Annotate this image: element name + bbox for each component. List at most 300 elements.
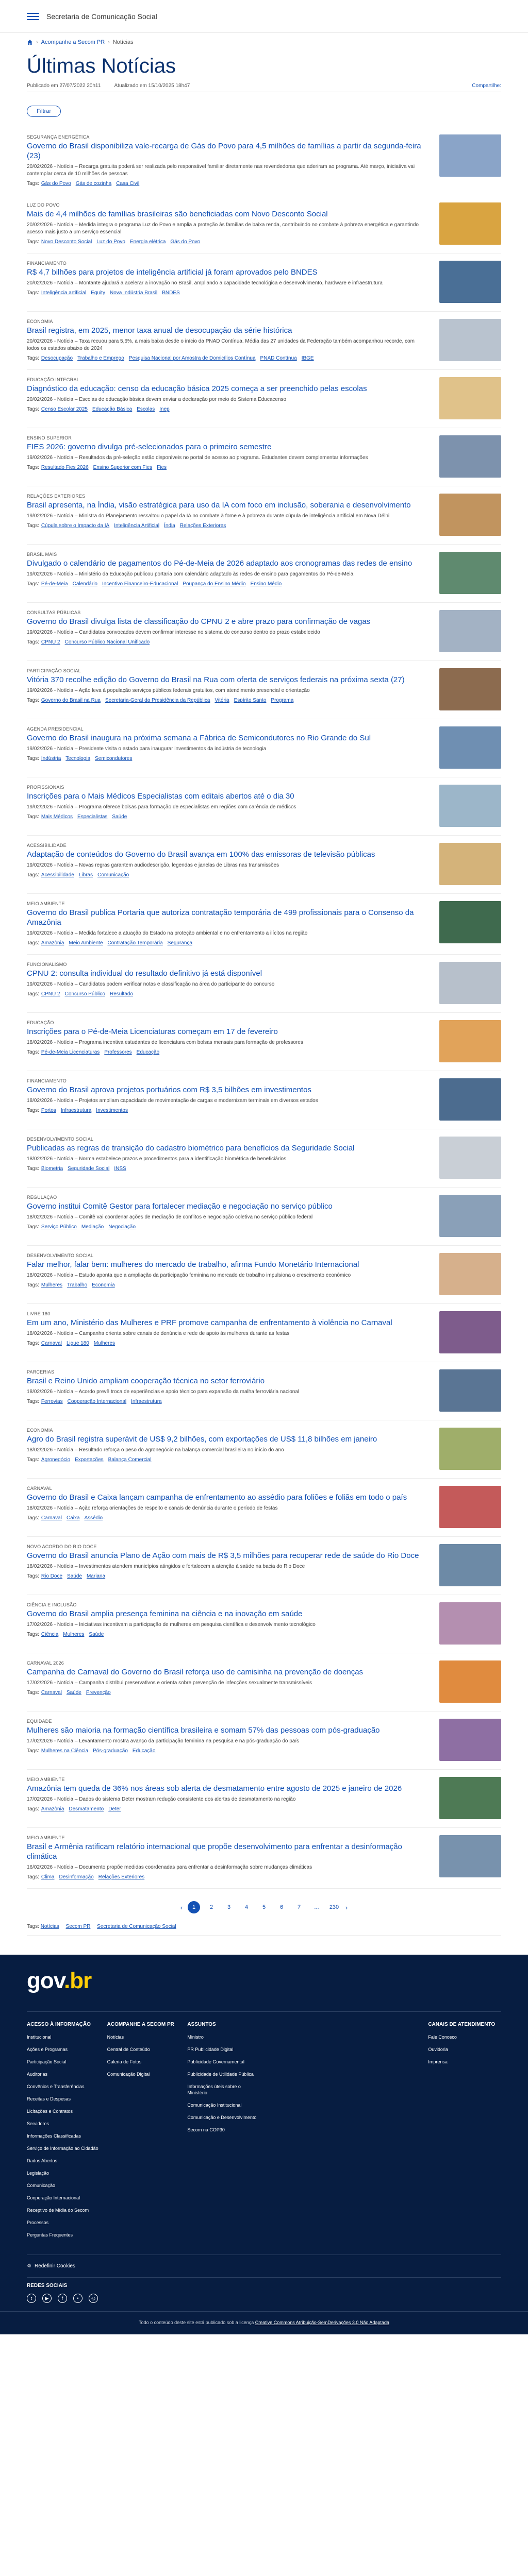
tags-label: Tags:: [27, 1806, 39, 1812]
news-summary: Escolas de educação básica devem enviar a declaração por meio do Sistema Educacenso: [79, 397, 287, 402]
news-title-link[interactable]: Governo do Brasil anuncia Plano de Ação com mais de R$ 3,5 milhões para recuperar rede de saúde do Rio Doce: [27, 1551, 419, 1560]
news-tag-link[interactable]: Desmatamento: [69, 1806, 104, 1812]
news-tag-link[interactable]: Libras: [78, 872, 93, 878]
news-title-link[interactable]: Governo do Brasil aprova projetos portuários com R$ 3,5 bilhões em investimentos: [27, 1086, 311, 1094]
footer-link[interactable]: Publicidade de Utilidade Pública: [187, 2072, 254, 2077]
footer-column: [428, 2021, 501, 2244]
news-tag-link[interactable]: Cooperação Internacional: [67, 1399, 127, 1404]
news-subtitle: CARNAVAL 2026: [27, 1660, 64, 1666]
flickr-icon[interactable]: •: [73, 2294, 82, 2303]
news-tag-link[interactable]: Trabalho e Emprego: [77, 355, 124, 361]
news-subtitle: PARTICIPAÇÃO SOCIAL: [27, 668, 81, 673]
news-title-link[interactable]: Vitória 370 recolhe edição do Governo do Brasil na Rua com oferta de serviços federais na próxima sexta (27): [27, 675, 405, 684]
news-tag-link[interactable]: BNDES: [162, 290, 180, 296]
news-tag-link[interactable]: Balança Comercial: [108, 1457, 152, 1463]
news-tag-link[interactable]: Meio Ambiente: [69, 940, 103, 946]
news-tag-link[interactable]: Pé-de-Meia: [41, 581, 68, 587]
news-tags: [27, 1282, 428, 1288]
news-thumbnail[interactable]: [439, 668, 501, 710]
news-title-link[interactable]: Divulgado o calendário de pagamentos do Pé-de-Meia de 2026 adaptado aos cronogramas das redes de ensino: [27, 559, 412, 568]
news-tag-link[interactable]: Contratação Temporária: [107, 940, 163, 946]
news-subtitle: CONSULTAS PÚBLICAS: [27, 610, 81, 615]
footer-link[interactable]: Informações Classificadas: [27, 2133, 81, 2139]
news-title-link[interactable]: Governo institui Comitê Gestor para fortalecer mediação e negociação no serviço público: [27, 1202, 333, 1211]
news-tag-link[interactable]: Amazônia: [41, 940, 64, 946]
news-tag-link[interactable]: Semicondutores: [95, 756, 133, 761]
page-number[interactable]: 2: [209, 1904, 213, 1910]
news-tag-link[interactable]: Novo Desconto Social: [41, 239, 92, 245]
news-tag-link[interactable]: Pesquisa Nacional por Amostra de Domicílios Contínua: [128, 355, 256, 361]
news-title-link[interactable]: Governo do Brasil inaugura na próxima semana a Fábrica de Semicondutores no Rio Grande do Sul: [27, 734, 371, 742]
news-subtitle: REGULAÇÃO: [27, 1195, 57, 1200]
news-tag-link[interactable]: Luz do Povo: [96, 239, 125, 245]
news-title-link[interactable]: Campanha de Carnaval do Governo do Brasil reforça uso de camisinha na prevenção de doenças: [27, 1668, 364, 1676]
news-tag-link[interactable]: Energia elétrica: [129, 239, 166, 245]
footer-link[interactable]: Licitações e Contratos: [27, 2109, 73, 2114]
news-tag-link[interactable]: Desocupação: [41, 355, 73, 361]
news-item: [27, 1828, 501, 1889]
news-tag-link[interactable]: Casa Civil: [116, 181, 140, 187]
news-title-link[interactable]: Mulheres são maioria na formação científica brasileira e somam 57% das pessoas com pós-graduação: [27, 1726, 380, 1735]
news-date: 18/02/2026 - Notícia: [27, 1389, 74, 1395]
news-tag-link[interactable]: Tecnologia: [65, 756, 91, 761]
news-title-link[interactable]: Adaptação de conteúdos do Governo do Brasil avança em 100% das emissoras de televisão públicas: [27, 850, 375, 859]
news-thumbnail[interactable]: [439, 1835, 501, 1877]
news-item: [27, 1537, 501, 1595]
news-text: [27, 134, 428, 187]
news-tag-link[interactable]: Secretaria-Geral da Presidência da República: [105, 698, 210, 703]
youtube-icon[interactable]: ▶: [42, 2294, 52, 2303]
news-description: 18/02/2026 - Notícia – Estudo aponta que a ampliação da participação feminina no mercado de trabalho impulsiona o crescimento econômico: [27, 1273, 351, 1278]
tags-label: Tags:: [27, 290, 39, 296]
news-tag-link[interactable]: Carnaval: [41, 1690, 62, 1696]
news-tag-link[interactable]: Cúpula sobre o Impacto da IA: [41, 523, 110, 529]
social-section: [27, 2277, 501, 2311]
news-thumbnail[interactable]: [439, 726, 501, 769]
news-tag-link[interactable]: Mulheres na Ciência: [41, 1748, 89, 1754]
news-thumbnail[interactable]: [439, 1078, 501, 1121]
footer-link[interactable]: Central de Conteúdo: [107, 2047, 150, 2052]
footer-link[interactable]: Ministro: [187, 2035, 204, 2040]
tag-link[interactable]: Notícias: [40, 1924, 59, 1929]
news-tag-link[interactable]: Incentivo Financeiro-Educacional: [102, 581, 178, 587]
news-thumbnail[interactable]: [439, 1544, 501, 1586]
news-tag-link[interactable]: Poupança do Ensino Médio: [183, 581, 246, 587]
footer-link[interactable]: Participação Social: [27, 2059, 67, 2064]
news-tag-link[interactable]: Ferrovias: [41, 1399, 63, 1404]
news-tag-link[interactable]: Seguridade Social: [68, 1166, 110, 1172]
news-subtitle: LIVRE 180: [27, 1311, 51, 1316]
footer-link[interactable]: Receptivo de Mídia do Secom: [27, 2208, 89, 2213]
menu-icon[interactable]: [27, 10, 39, 23]
news-thumbnail[interactable]: [439, 901, 501, 943]
news-thumbnail[interactable]: [439, 1777, 501, 1819]
news-date: 18/02/2026 - Notícia: [27, 1040, 74, 1045]
news-tag-link[interactable]: Economia: [92, 1282, 115, 1288]
news-summary: Investimentos atendem municípios atingidos e fortalecem a atenção à saúde na bacia do Rio Doce: [79, 1564, 305, 1569]
news-text: [27, 901, 428, 946]
footer-link[interactable]: Galeria de Fotos: [107, 2059, 142, 2064]
news-item: [27, 1304, 501, 1362]
news-title-link[interactable]: Inscrições para o Pé-de-Meia Licenciaturas começam em 17 de fevereiro: [27, 1027, 278, 1036]
news-text: [27, 261, 428, 303]
news-thumbnail[interactable]: [439, 962, 501, 1004]
news-date: 18/02/2026 - Notícia: [27, 1273, 74, 1278]
news-thumbnail[interactable]: [439, 435, 501, 478]
news-summary: Comitê vai coordenar ações de mediação de conflitos e negociação coletiva no serviço público federal: [79, 1214, 313, 1220]
news-tag-link[interactable]: Segurança: [167, 940, 193, 946]
page-number[interactable]: 4: [244, 1904, 249, 1910]
news-summary: Norma estabelece prazos e procedimentos para a identificação biométrica de beneficiários: [79, 1156, 287, 1162]
site-footer: [0, 1955, 528, 2334]
news-tag-link[interactable]: Saúde: [67, 1573, 82, 1579]
news-thumbnail[interactable]: [439, 1660, 501, 1703]
footer-link[interactable]: Publicidade Governamental: [187, 2059, 244, 2064]
footer-link[interactable]: Institucional: [27, 2035, 52, 2040]
news-tag-link[interactable]: Investimentos: [96, 1108, 128, 1113]
news-tag-link[interactable]: Negociação: [108, 1224, 136, 1230]
news-title-link[interactable]: R$ 4,7 bilhões para projetos de inteligência artificial já foram aprovados pelo BNDES: [27, 268, 318, 277]
footer-link[interactable]: Notícias: [107, 2035, 124, 2040]
previous-page-icon[interactable]: ‹: [180, 1903, 183, 1911]
news-summary: Candidatos convocados devem confirmar interesse no sistema do concurso dentro do prazo estabelecido: [79, 630, 320, 635]
site-name[interactable]: Secretaria de Comunicação Social: [46, 12, 157, 21]
news-tag-link[interactable]: Escolas: [137, 406, 155, 412]
news-tag-link[interactable]: Resultado Fies 2026: [41, 465, 89, 470]
tags-label: Tags:: [27, 355, 39, 361]
news-thumbnail[interactable]: [439, 785, 501, 827]
news-tag-link[interactable]: Clima: [41, 1874, 55, 1880]
news-tag-link[interactable]: Gás do Povo: [170, 239, 201, 245]
news-tags: [27, 1690, 428, 1696]
news-description: 20/02/2026 - Notícia – Medida integra o programa Luz do Povo e amplia a proteção às famílias de baixa renda, contribuindo no combate à pobreza energética e garantindo acesso mais justo a um serviço essencial: [27, 222, 419, 235]
news-text: [27, 843, 428, 885]
news-thumbnail[interactable]: [439, 610, 501, 652]
page-number[interactable]: 7: [297, 1904, 301, 1910]
news-tag-link[interactable]: Ensino Superior com Fies: [93, 465, 153, 470]
tags-label: Tags:: [27, 1224, 39, 1230]
footer-link[interactable]: Ações e Programas: [27, 2047, 68, 2052]
site-header: [0, 0, 528, 52]
page-number[interactable]: 5: [262, 1904, 266, 1910]
news-title-link[interactable]: CPNU 2: consulta individual do resultado definitivo já está disponível: [27, 969, 262, 978]
license-link[interactable]: Creative Commons Atribuição-SemDerivações 3.0 Não Adaptada: [255, 2320, 389, 2325]
news-title-link[interactable]: Em um ano, Ministério das Mulheres e PRF promove campanha de enfrentamento à violência no Carnaval: [27, 1318, 392, 1327]
news-tag-link[interactable]: Educação: [136, 1049, 160, 1055]
news-tag-link[interactable]: CPNU 2: [41, 639, 60, 645]
news-tag-link[interactable]: Desinformação: [59, 1874, 94, 1880]
tags-label: Tags:: [27, 756, 39, 761]
news-tag-link[interactable]: Infraestrutura: [60, 1108, 92, 1113]
news-thumbnail[interactable]: [439, 261, 501, 303]
news-item: [27, 253, 501, 312]
news-tag-link[interactable]: Mediação: [81, 1224, 104, 1230]
news-tag-link[interactable]: Calendário: [72, 581, 97, 587]
footer-link[interactable]: Serviço de Informação ao Cidadão: [27, 2146, 98, 2151]
tags-label: Tags:: [27, 698, 39, 703]
news-title-link[interactable]: FIES 2026: governo divulga pré-selecionados para o primeiro semestre: [27, 443, 272, 451]
footer-link[interactable]: Secom na COP30: [187, 2127, 225, 2132]
news-tag-link[interactable]: Inteligência Artificial: [114, 523, 160, 529]
breadcrumb-item: Notícias: [112, 39, 134, 45]
news-title-link[interactable]: Brasil apresenta, na Índia, visão estratégica para uso da IA com foco em inclusão, soberania e desenvolvimento: [27, 501, 411, 510]
footer-link[interactable]: Dados Abertos: [27, 2158, 58, 2163]
footer-link[interactable]: Auditorias: [27, 2072, 48, 2077]
news-tag-link[interactable]: Ciência: [41, 1632, 59, 1637]
news-tag-link[interactable]: Agronegócio: [41, 1457, 71, 1463]
news-tag-link[interactable]: Inteligência artificial: [41, 290, 87, 296]
page-number[interactable]: 1: [188, 1901, 200, 1913]
news-tag-link[interactable]: Portos: [41, 1108, 56, 1113]
news-tag-link[interactable]: CPNU 2: [41, 991, 60, 997]
news-tag-link[interactable]: Especialistas: [77, 814, 108, 820]
social-icons: [27, 2294, 501, 2303]
news-tag-link[interactable]: Carnaval: [41, 1515, 62, 1521]
news-item: [27, 1711, 501, 1770]
news-tag-link[interactable]: Comunicação: [97, 872, 129, 878]
news-tag-link[interactable]: INSS: [114, 1166, 126, 1172]
footer-link[interactable]: Comunicação: [27, 2183, 56, 2188]
filter-button[interactable]: Filtrar: [27, 106, 61, 117]
news-tags: [27, 239, 428, 245]
news-description: 19/02/2026 - Notícia – Novas regras garantem audiodescrição, legendas e janelas de Libras nas transmissões: [27, 862, 279, 868]
news-thumbnail[interactable]: [439, 319, 501, 361]
news-description: 19/02/2026 - Notícia – Ministério da Educação publicou portaria com calendário adaptado às redes de ensino para pagamentos do Pé-de-Meia: [27, 571, 354, 577]
news-tag-link[interactable]: Acessibilidade: [41, 872, 74, 878]
news-thumbnail[interactable]: [439, 1369, 501, 1412]
news-tag-link[interactable]: Professores: [104, 1049, 132, 1055]
news-thumbnail[interactable]: [439, 1719, 501, 1761]
footer-link[interactable]: Convênios e Transferências: [27, 2084, 85, 2089]
news-thumbnail[interactable]: [439, 202, 501, 245]
news-tag-link[interactable]: Pós-graduação: [93, 1748, 128, 1754]
news-tag-link[interactable]: Fies: [157, 465, 167, 470]
tag-link[interactable]: Secretaria de Comunicação Social: [97, 1924, 176, 1929]
news-tag-link[interactable]: Caixa: [66, 1515, 80, 1521]
news-thumbnail[interactable]: [439, 1020, 501, 1062]
news-date: 16/02/2026 - Notícia: [27, 1865, 74, 1870]
footer-link[interactable]: Comunicação e Desenvolvimento: [187, 2115, 257, 2120]
news-text: [27, 1311, 428, 1353]
social-title: REDES SOCIAIS: [27, 2283, 68, 2289]
news-tags: [27, 872, 428, 878]
news-tag-link[interactable]: Governo do Brasil na Rua: [41, 698, 101, 703]
news-tag-link[interactable]: Ligue 180: [66, 1341, 89, 1346]
news-title-link[interactable]: Governo do Brasil divulga lista de classificação do CPNU 2 e abre prazo para confirmação de vagas: [27, 617, 371, 626]
news-tag-link[interactable]: Biometria: [41, 1166, 63, 1172]
facebook-icon[interactable]: f: [58, 2294, 67, 2303]
news-tag-link[interactable]: Vitória: [214, 698, 229, 703]
next-page-icon[interactable]: ›: [345, 1903, 348, 1911]
news-tag-link[interactable]: Amazônia: [41, 1806, 64, 1812]
news-thumbnail[interactable]: [439, 377, 501, 419]
news-tags: [27, 991, 428, 997]
news-tag-link[interactable]: Índia: [164, 523, 175, 529]
redefine-cookies[interactable]: [27, 2255, 501, 2277]
page-number[interactable]: 6: [279, 1904, 284, 1910]
news-tags: [27, 523, 428, 529]
news-subtitle: ACESSIBILIDADE: [27, 843, 67, 848]
news-item: [27, 1595, 501, 1653]
news-text: [27, 1137, 428, 1179]
news-tag-link[interactable]: Deter: [108, 1806, 121, 1812]
updated-date: Atualizado em 15/10/2025 18h47: [114, 83, 190, 89]
news-date: 18/02/2026 - Notícia: [27, 1156, 74, 1162]
news-text: [27, 1369, 428, 1412]
news-tag-link[interactable]: Educação Básica: [92, 406, 133, 412]
footer-link[interactable]: Cooperação Internacional: [27, 2195, 80, 2200]
news-title-link[interactable]: Governo do Brasil amplia presença feminina na ciência e na inovação em saúde: [27, 1609, 303, 1618]
news-tag-link[interactable]: Pé-de-Meia Licenciaturas: [41, 1049, 100, 1055]
news-description: 18/02/2026 - Notícia – Comitê vai coordenar ações de mediação de conflitos e negociação coletiva no serviço público federal: [27, 1214, 313, 1220]
news-tag-link[interactable]: Equity: [91, 290, 105, 296]
news-text: [27, 1777, 428, 1819]
news-tag-link[interactable]: Relações Exteriores: [98, 1874, 145, 1880]
news-tag-link[interactable]: Rio Doce: [41, 1573, 63, 1579]
share-label[interactable]: Compartilhe:: [472, 83, 501, 89]
news-item: [27, 486, 501, 545]
news-summary: Campanha orienta sobre canais de denúncia e rede de apoio às mulheres durante as festas: [79, 1331, 290, 1336]
news-subtitle: SEGURANÇA ENERGÉTICA: [27, 134, 90, 140]
news-tag-link[interactable]: Mulheres: [93, 1341, 116, 1346]
footer-link[interactable]: Informações úteis sobre o Ministério: [187, 2084, 241, 2095]
news-thumbnail[interactable]: [439, 1137, 501, 1179]
news-subtitle: EDUCAÇÃO INTEGRAL: [27, 377, 79, 382]
news-thumbnail[interactable]: [439, 1311, 501, 1353]
news-tag-link[interactable]: Espírito Santo: [234, 698, 267, 703]
news-thumbnail[interactable]: [439, 1602, 501, 1645]
footer-link[interactable]: Legislação: [27, 2171, 50, 2176]
footer-link[interactable]: PR Publicidade Digital: [187, 2047, 234, 2052]
news-tag-link[interactable]: Infraestrutura: [131, 1399, 162, 1404]
news-item: [27, 1129, 501, 1188]
news-tags: [27, 1457, 428, 1463]
news-tag-link[interactable]: Ensino Médio: [250, 581, 282, 587]
news-date: 18/02/2026 - Notícia: [27, 1214, 74, 1220]
news-tag-link[interactable]: Exportações: [75, 1457, 104, 1463]
breadcrumb-item[interactable]: Acompanhe a Secom PR: [41, 39, 105, 45]
news-tag-link[interactable]: Mais Médicos: [41, 814, 73, 820]
news-tag-link[interactable]: Prevenção: [86, 1690, 111, 1696]
news-summary: Recarga gratuita poderá ser realizada pelo responsável familiar diretamente nas revendedoras que aderiram ao programa. Até março, iniciativa vai contemplar cerca de 10 milhões de pessoas: [27, 164, 415, 177]
news-title-link[interactable]: Brasil registra, em 2025, menor taxa anual de desocupação da série histórica: [27, 326, 292, 335]
footer-link[interactable]: Servidores: [27, 2121, 50, 2126]
footer-link[interactable]: Comunicação Institucional: [187, 2103, 242, 2108]
news-thumbnail[interactable]: [439, 843, 501, 885]
news-title-link[interactable]: Brasil e Armênia ratificam relatório internacional que propõe desenvolvimento para enfrentar a desinformação climática: [27, 1842, 402, 1861]
news-tag-link[interactable]: Concurso Público Nacional Unificado: [64, 639, 150, 645]
news-title-link[interactable]: Publicadas as regras de transição do cadastro biométrico para benefícios da Seguridade Social: [27, 1144, 355, 1153]
news-tag-link[interactable]: Saúde: [66, 1690, 81, 1696]
news-description: 18/02/2026 - Notícia – Investimentos atendem municípios atingidos e fortalecem a atenção à saúde na bacia do Rio Doce: [27, 1564, 305, 1569]
news-title-link[interactable]: Amazônia tem queda de 36% nos áreas sob alerta de desmatamento entre agosto de 2025 e janeiro de 2026: [27, 1784, 402, 1793]
footer-link[interactable]: Imprensa: [428, 2059, 448, 2064]
news-tag-link[interactable]: Mulheres: [41, 1282, 63, 1288]
news-tag-link[interactable]: Concurso Público: [64, 991, 105, 997]
news-subtitle: FINANCIAMENTO: [27, 261, 67, 266]
news-tag-link[interactable]: Inep: [159, 406, 170, 412]
news-date: 19/02/2026 - Notícia: [27, 862, 74, 868]
news-tag-link[interactable]: Relações Exteriores: [179, 523, 226, 529]
page-number[interactable]: 230: [329, 1904, 339, 1910]
news-tag-link[interactable]: Censo Escolar 2025: [41, 406, 88, 412]
news-tag-link[interactable]: Saúde: [89, 1632, 104, 1637]
news-tag-link[interactable]: Mulheres: [63, 1632, 85, 1637]
footer-link[interactable]: Ouvidoria: [428, 2047, 448, 2052]
news-summary: Projetos ampliam capacidade de movimentação de cargas e modernizam terminais em diversos estados: [79, 1098, 318, 1104]
tags-label: Tags:: [27, 581, 39, 587]
news-date: 17/02/2026 - Notícia: [27, 1680, 74, 1686]
news-title-link[interactable]: Inscrições para o Mais Médicos Especialistas com editais abertos até o dia 30: [27, 792, 294, 801]
footer-link[interactable]: Fale Conosco: [428, 2035, 457, 2040]
published-date: Publicado em 27/07/2022 20h11: [27, 83, 101, 89]
news-item: [27, 603, 501, 661]
news-thumbnail[interactable]: [439, 1428, 501, 1470]
news-title-link[interactable]: Governo do Brasil publica Portaria que autoriza contratação temporária de 499 profissionais para o Consenso da Amazônia: [27, 908, 414, 927]
news-title-link[interactable]: Governo do Brasil e Caixa lançam campanha de enfrentamento ao assédio para foliões e foliãs em todo o país: [27, 1493, 407, 1502]
news-thumbnail[interactable]: [439, 494, 501, 536]
news-tag-link[interactable]: Serviço Público: [41, 1224, 77, 1230]
page-number[interactable]: 3: [227, 1904, 231, 1910]
tags-label: Tags:: [27, 523, 39, 529]
news-thumbnail[interactable]: [439, 134, 501, 177]
news-tag-link[interactable]: Saúde: [112, 814, 127, 820]
gov-br-logo[interactable]: gov.br: [27, 1968, 92, 1993]
news-tag-link[interactable]: PNAD Contínua: [260, 355, 297, 361]
news-title-link[interactable]: Brasil e Reino Unido ampliam cooperação técnica no setor ferroviário: [27, 1377, 265, 1385]
news-tag-link[interactable]: Educação: [132, 1748, 156, 1754]
news-tag-link[interactable]: IBGE: [301, 355, 314, 361]
news-thumbnail[interactable]: [439, 1253, 501, 1295]
news-tag-link[interactable]: Trabalho: [67, 1282, 88, 1288]
news-title-link[interactable]: Mais de 4,4 milhões de famílias brasileiras são beneficiadas com Novo Desconto Social: [27, 210, 328, 218]
news-tag-link[interactable]: Gás do Povo: [41, 181, 71, 187]
news-tag-link[interactable]: Mariana: [86, 1573, 106, 1579]
news-text: [27, 1020, 428, 1062]
footer-link[interactable]: Receitas e Despesas: [27, 2096, 71, 2102]
news-thumbnail[interactable]: [439, 1486, 501, 1528]
news-title-link[interactable]: Governo do Brasil disponibiliza vale-recarga de Gás do Povo para 4,5 milhões de famílias a partir da segunda-feira (23): [27, 142, 421, 160]
news-title-link[interactable]: Falar melhor, falar bem: mulheres do mercado de trabalho, afirma Fundo Monetário Internacional: [27, 1260, 359, 1269]
footer-link[interactable]: Perguntas Frequentes: [27, 2232, 73, 2238]
news-tag-link[interactable]: Assédio: [84, 1515, 103, 1521]
news-thumbnail[interactable]: [439, 552, 501, 594]
news-thumbnail[interactable]: [439, 1195, 501, 1237]
news-subtitle: MEIO AMBIENTE: [27, 1835, 65, 1840]
news-date: 19/02/2026 - Notícia: [27, 630, 74, 635]
news-title-link[interactable]: Diagnóstico da educação: censo da educação básica 2025 começa a ser preenchido pelas escolas: [27, 384, 367, 393]
home-icon[interactable]: [27, 39, 33, 45]
news-title-link[interactable]: Agro do Brasil registra superávit de US$ 9,2 bilhões, com exportações de US$ 11,8 bilhões em janeiro: [27, 1435, 377, 1444]
tags-label: Tags:: [27, 1457, 39, 1463]
footer-link[interactable]: Processos: [27, 2220, 49, 2225]
news-tags: [27, 581, 428, 587]
news-tag-link[interactable]: Resultado: [109, 991, 133, 997]
news-tag-link[interactable]: Nova Indústria Brasil: [109, 290, 158, 296]
tags-label: Tags:: [27, 406, 39, 412]
news-date: 20/02/2026 - Notícia: [27, 222, 74, 228]
tags-label: Tags:: [27, 1632, 39, 1637]
news-tag-link[interactable]: Programa: [271, 698, 294, 703]
news-tag-link[interactable]: Gás de cozinha: [75, 181, 112, 187]
tag-link[interactable]: Secom PR: [65, 1924, 91, 1929]
instagram-icon[interactable]: ◎: [89, 2294, 98, 2303]
twitter-icon[interactable]: t: [27, 2294, 36, 2303]
news-tag-link[interactable]: Carnaval: [41, 1341, 62, 1346]
news-tag-link[interactable]: Indústria: [41, 756, 61, 761]
footer-link[interactable]: Comunicação Digital: [107, 2072, 150, 2077]
tags-label: Tags:: [27, 1341, 39, 1346]
